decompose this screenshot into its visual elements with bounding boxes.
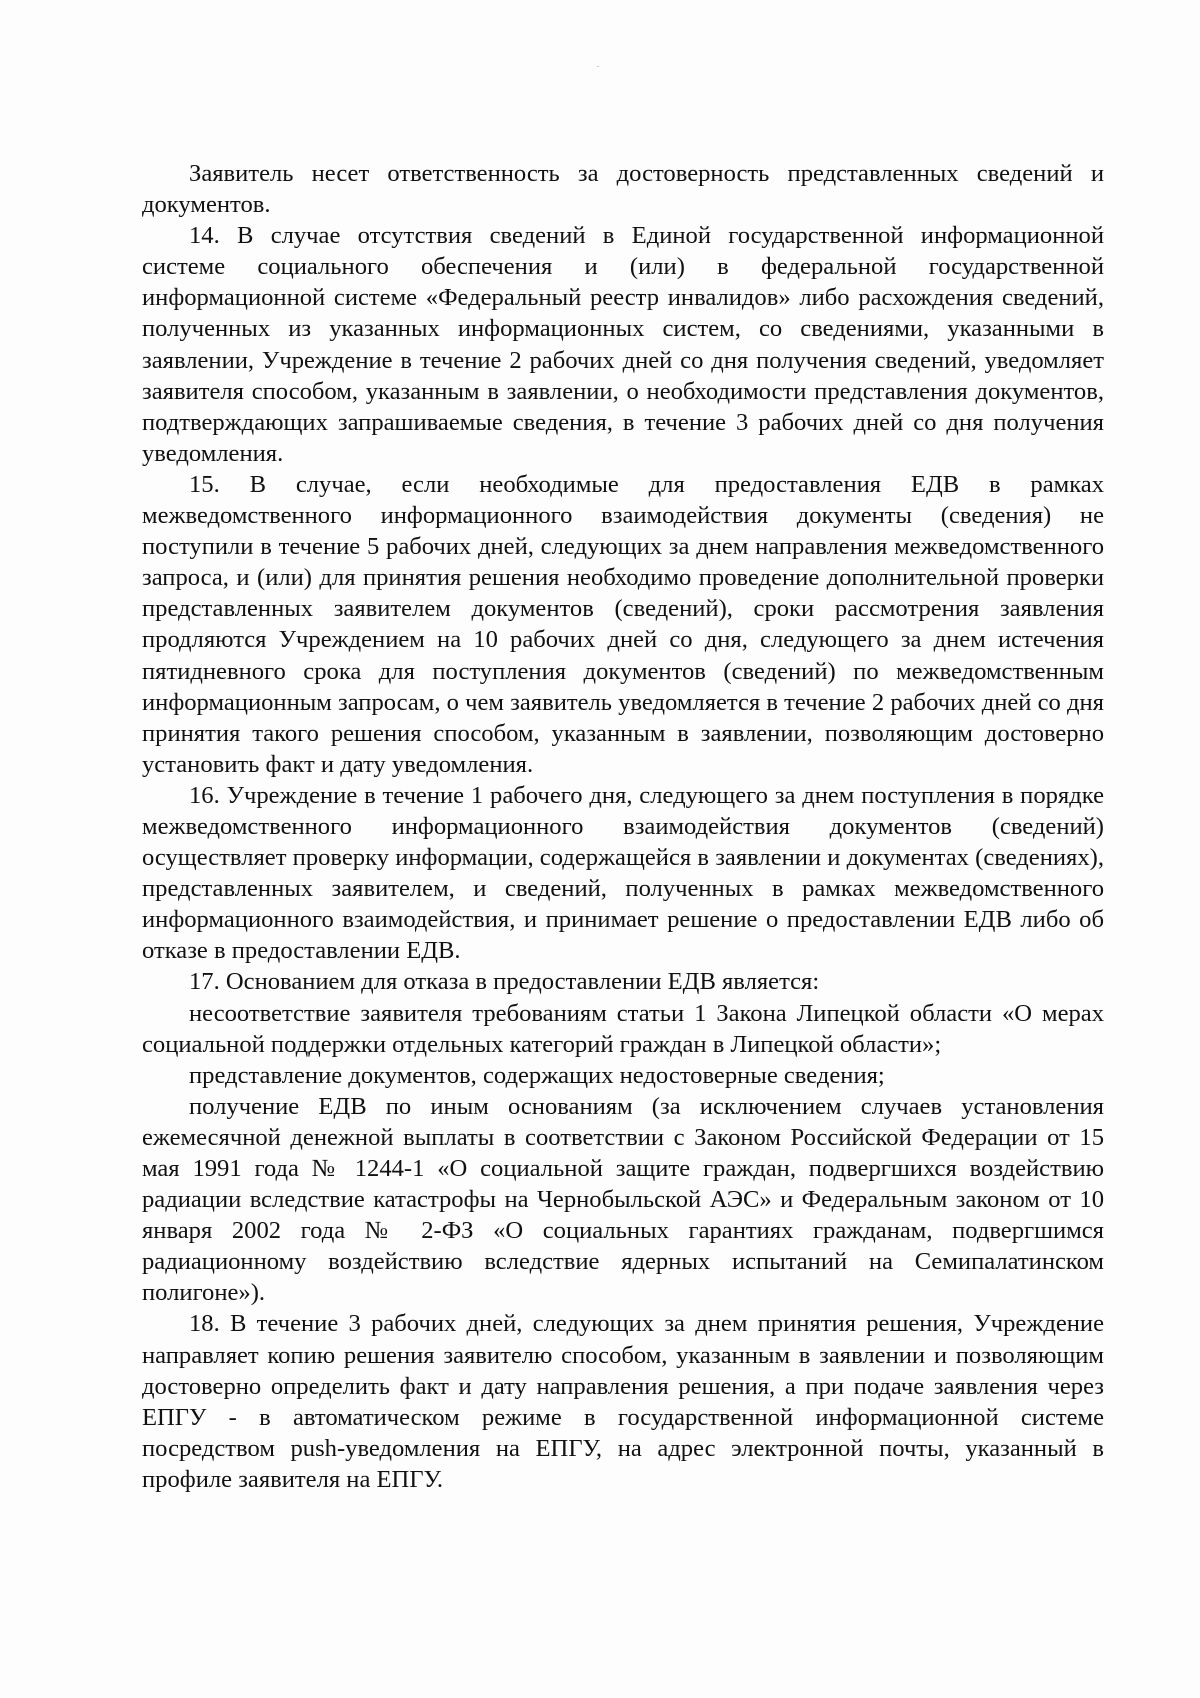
paragraph-17-item-2: представление документов, содержащих недостоверные сведения; bbox=[189, 1061, 885, 1089]
paragraph-18: 18. В течение 3 рабочих дней, следующих за днем принятия решения, Учреждение направляет копию решения заявителю способом, указанным в заявлении и позволяющим достоверно определить факт и дату направления решения, а при подаче заявления через ЕПГУ - в автоматическом режиме в государственной информационной системе посредством push-уведомления на ЕПГУ, на адрес электронной почты, указанный в профиле заявителя на ЕПГУ. bbox=[142, 1310, 1104, 1493]
document-body bbox=[142, 158, 1104, 1495]
paragraph-responsibility: Заявитель несет ответственность за достоверность представленных сведений и документов. bbox=[142, 160, 1104, 219]
paragraph-15: 15. В случае, если необходимые для предоставления ЕДВ в рамках межведомственного информационного взаимодействия документы (сведения) не поступили в течение 5 рабочих дней, следующих за днем направления межведомственного запроса, и (или) для принятия решения необходимо проведение дополнительной проверки представленных заявителем документов (сведений), сроки рассмотрения заявления продляются Учреждением на 10 рабочих дней со дня, следующего за днем истечения пятидневного срока для поступления документов (сведений) по межведомственным информационным запросам, о чем заявитель уведомляется в течение 2 рабочих дней со дня принятия такого решения способом, указанным в заявлении, позволяющим достоверно установить факт и дату уведомления. bbox=[142, 470, 1104, 778]
paragraph-14: 14. В случае отсутствия сведений в Единой государственной информационной системе социального обеспечения и (или) в федеральной государственной информационной системе «Федеральный реестр инвалидов» либо расхождения сведений, полученных из указанных информационных систем, со сведениями, указанными в заявлении, Учреждение в течение 2 рабочих дней со дня получения сведений, уведомляет заявителя способом, указанным в заявлении, о необходимости представления документов, подтверждающих запрашиваемые сведения, в течение 3 рабочих дней со дня получения уведомления. bbox=[142, 222, 1104, 467]
scan-speck bbox=[597, 66, 599, 67]
paragraph-17: 17. Основанием для отказа в предоставлении ЕДВ является: bbox=[189, 968, 820, 996]
paragraph-17-item-3: получение ЕДВ по иным основаниям (за исключением случаев установления ежемесячной денежной выплаты в соответствии с Законом Российской Федерации от 15 мая 1991 года № 1244-1 «О социальной защите граждан, подвергшихся воздействию радиации вследствие катастрофы на Чернобыльской АЭС» и Федеральным законом от 10 января 2002 года № 2-ФЗ «О социальных гарантиях гражданам, подвергшимся радиационному воздействию вследствие ядерных испытаний на Семипалатинском полигоне»). bbox=[142, 1092, 1104, 1307]
paragraph-16: 16. Учреждение в течение 1 рабочего дня, следующего за днем поступления в порядке межведомственного информационного взаимодействия документов (сведений) осуществляет проверку информации, содержащейся в заявлении и документах (сведениях), представленных заявителем, и сведений, полученных в рамках межведомственного информационного взаимодействия, и принимает решение о предоставлении ЕДВ либо об отказе в предоставлении ЕДВ. bbox=[142, 781, 1104, 965]
paragraph-17-item-1: несоответствие заявителя требованиям статьи 1 Закона Липецкой области «О мерах социальной поддержки отдельных категорий граждан в Липецкой области»; bbox=[142, 999, 1104, 1058]
